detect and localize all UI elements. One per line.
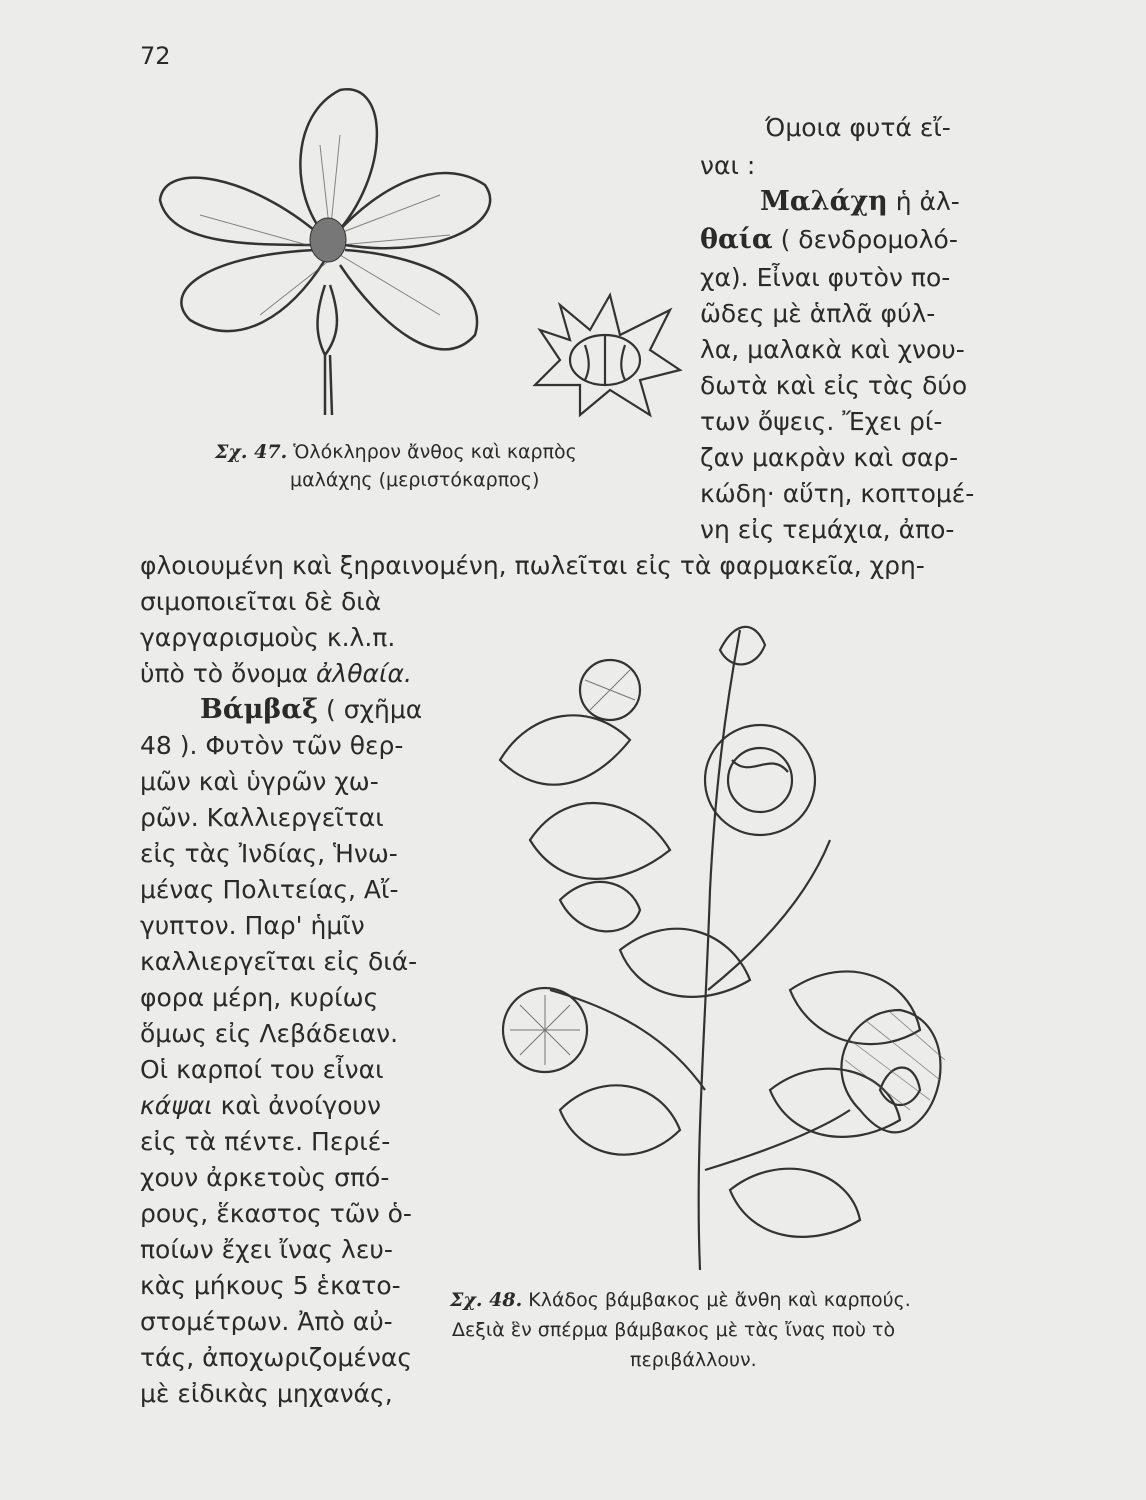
right-column-line: ναι :: [700, 151, 756, 180]
althaia-heading: θαία: [700, 224, 773, 255]
left-column-line: μὲ εἰδικὰς μηχανάς,: [140, 1379, 393, 1408]
left-column-line: καλλιεργεῖται εἰς διά-: [140, 947, 418, 976]
left-column-line: χουν ἀρκετοὺς σπό-: [140, 1163, 390, 1192]
right-column-line: δωτὰ καὶ εἰς τὰς δύο: [700, 371, 968, 400]
left-column-line: εἰς τὰ πέντε. Περιέ-: [140, 1127, 391, 1156]
cotton-branch-illustration: [470, 590, 950, 1280]
left-column-line: ρῶν. Καλλιεργεῖται: [140, 803, 384, 832]
figure-48-label: Σχ. 48.: [450, 1289, 523, 1311]
page-number: 72: [140, 42, 171, 70]
althaia-italic: ἀλθαία.: [315, 659, 412, 688]
left-column-line: εἰς τὰς Ἰνδίας, Ἡνω-: [140, 839, 398, 868]
left-column-line: ποίων ἔχει ἴνας λευ-: [140, 1235, 393, 1264]
right-column-line: Όμοια φυτά εἴ-: [765, 113, 951, 142]
figure-48-caption-line-3: περιβάλλουν.: [630, 1349, 757, 1371]
right-column-line: νη εἰς τεμάχια, ἀπο-: [700, 515, 955, 544]
left-column-line: μῶν καὶ ὑγρῶν χω-: [140, 767, 379, 796]
vamvax-heading-line: Βάμβαξ ( σχῆμα: [200, 694, 423, 725]
malachi-heading: Μαλάχη: [760, 186, 888, 217]
left-column-line: ρους, ἕκαστος τῶν ὁ-: [140, 1199, 412, 1228]
right-column-line: κώδη· αὕτη, κοπτομέ-: [700, 479, 975, 508]
left-column-line: σιμοποιεῖται δὲ διὰ: [140, 587, 382, 616]
althaia-heading-line: θαία ( δενδρομολό-: [700, 224, 958, 255]
kapsai-italic: κάψαι: [140, 1091, 213, 1120]
malachi-heading-line: Μαλάχη ἡ ἀλ-: [760, 186, 960, 217]
right-column-line: ζαν μακρὰν καὶ σαρ-: [700, 443, 959, 472]
left-column-line: στομέτρων. Ἀπὸ αὐ-: [140, 1307, 393, 1336]
figure-47-caption-line-1: Σχ. 47. Ὁλόκληρον ἄνθος καὶ καρπὸς: [215, 441, 577, 463]
left-column-line: 48 ). Φυτὸν τῶν θερ-: [140, 731, 404, 760]
right-column-line: ῶδες μὲ ἁπλᾶ φύλ-: [700, 299, 936, 328]
mallow-flower-illustration: [140, 85, 510, 425]
mallow-fruit-illustration: [520, 290, 690, 420]
left-column-line: φορα μέρη, κυρίως: [140, 983, 379, 1012]
left-column-line: μένας Πολιτείας, Αἴ-: [140, 875, 399, 904]
figure-48-caption-line-2: Δεξιὰ ἓν σπέρμα βάμβακος μὲ τὰς ἴνας ποὺ τὸ: [452, 1319, 896, 1341]
left-column-line: γαργαρισμοὺς κ.λ.π.: [140, 623, 396, 652]
left-column-line: γυπτον. Παρ' ἡμῖν: [140, 911, 365, 940]
right-column-line: λα, μαλακὰ καὶ χνου-: [700, 335, 965, 364]
right-column-line: χα). Εἶναι φυτὸν πο-: [700, 263, 951, 292]
vamvax-heading: Βάμβαξ: [200, 694, 319, 725]
right-column-line: των ὄψεις. Ἔχει ρί-: [700, 407, 943, 436]
left-column-line: Οἱ καρποί του εἶναι: [140, 1055, 384, 1084]
left-column-line: κὰς μήκους 5 ἑκατο-: [140, 1271, 401, 1300]
left-column-line: τάς, ἀποχωριζομένας: [140, 1343, 413, 1372]
figure-47-label: Σχ. 47.: [215, 441, 288, 463]
althaia-name-line: ὑπὸ τὸ ὄνομα ἀλθαία.: [140, 659, 412, 688]
figure-47-caption-line-2: μαλάχης (μεριστόκαρπος): [290, 469, 540, 491]
left-column-line: ὅμως εἰς Λεβάδειαν.: [140, 1019, 399, 1048]
full-width-line: φλοιουμένη καὶ ξηραινομένη, πωλεῖται εἰς τὰ φαρμακεῖα, χρη-: [140, 551, 925, 580]
kapsai-line: κάψαι καὶ ἀνοίγουν: [140, 1091, 381, 1120]
figure-48-caption-line-1: Σχ. 48. Κλάδος βάμβακος μὲ ἄνθη καὶ καρπούς.: [450, 1289, 911, 1311]
